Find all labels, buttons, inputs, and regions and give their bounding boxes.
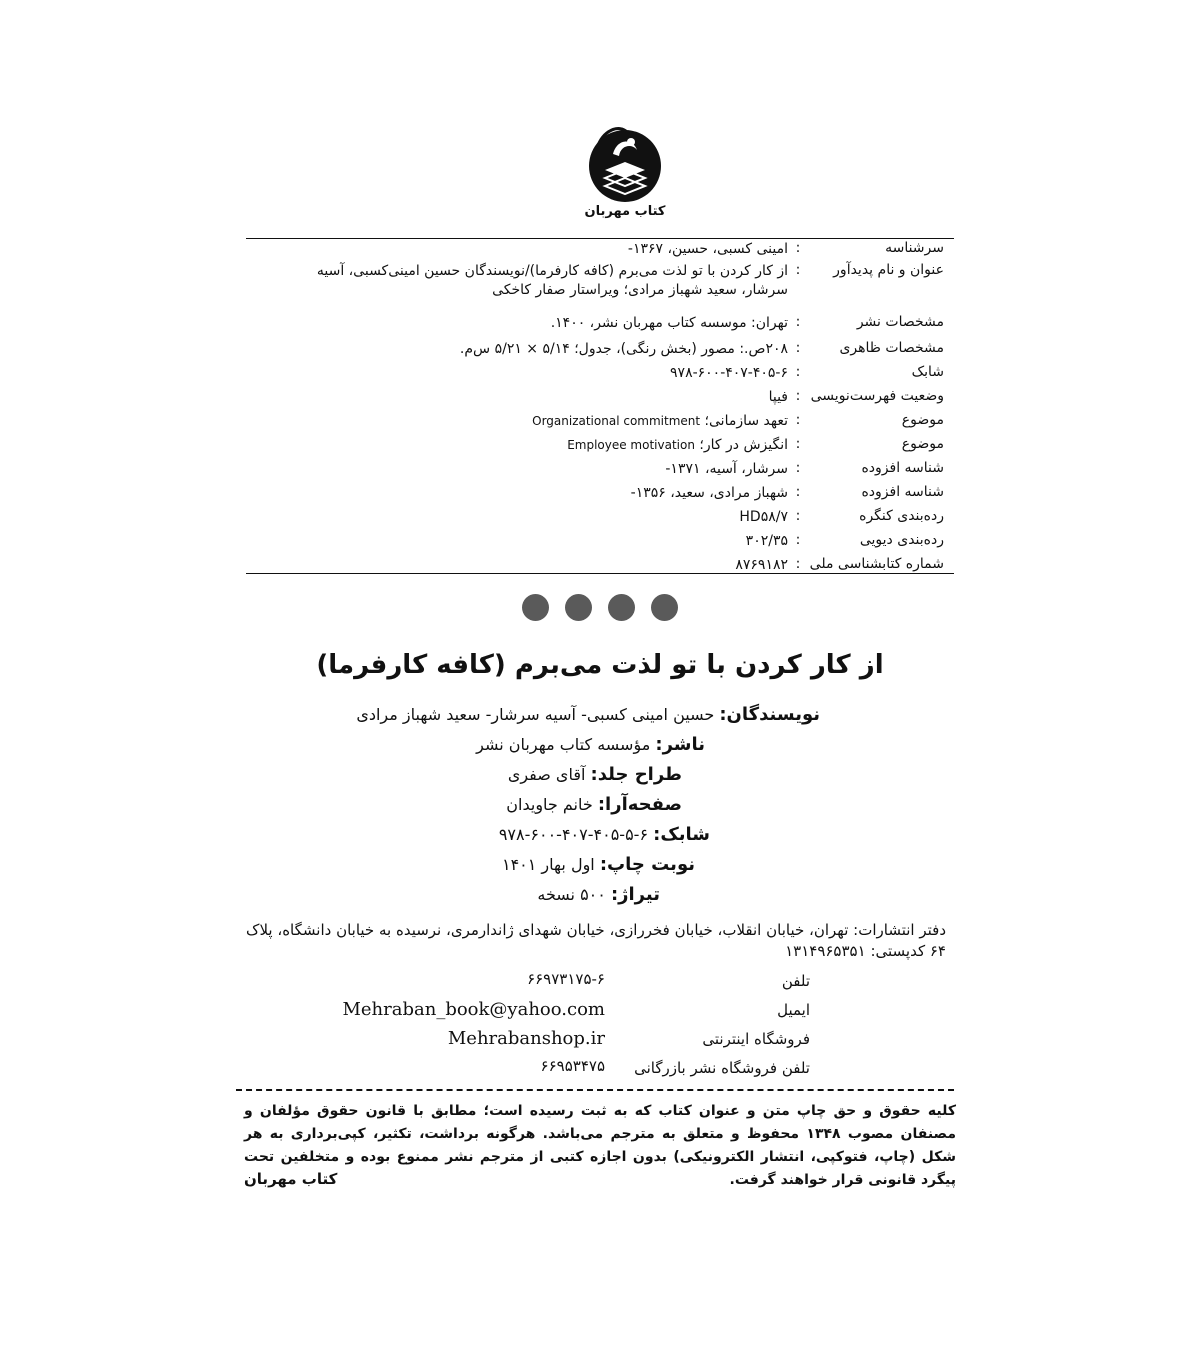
cip-colon: : xyxy=(795,436,801,452)
cip-row xyxy=(246,484,954,508)
cip-label: مشخصات ظاهری xyxy=(839,340,944,356)
cip-colon: : xyxy=(795,532,801,548)
cip-value: HD۵۸/۷ xyxy=(739,509,788,525)
contact-row xyxy=(300,1026,810,1055)
credit-row xyxy=(300,850,900,880)
bottom-rule xyxy=(246,573,954,574)
cip-colon: : xyxy=(795,340,801,356)
cip-colon: : xyxy=(795,460,801,476)
credit-key: صفحه‌آرا: xyxy=(597,794,682,815)
cip-label: وضعیت فهرست‌نویسی xyxy=(810,388,944,404)
dashed-divider xyxy=(236,1089,954,1091)
credit-row xyxy=(300,730,900,760)
cip-colon: : xyxy=(795,484,801,500)
cip-row xyxy=(246,388,954,412)
cip-row xyxy=(246,364,954,388)
contact-row xyxy=(300,1055,810,1084)
credit-row xyxy=(300,880,900,910)
credit-value: ۵۰۰ نسخه xyxy=(537,885,606,904)
publisher-signature: کتاب مهربان xyxy=(244,1170,338,1188)
credit-key: طراح جلد: xyxy=(590,764,682,785)
cip-colon: : xyxy=(795,240,801,256)
website-link[interactable]: Mehrabanshop.ir xyxy=(447,1028,605,1049)
credit-row xyxy=(300,820,900,850)
contact-label: تلفن xyxy=(781,972,810,990)
cip-label: موضوع xyxy=(901,436,944,452)
cip-colon: : xyxy=(795,262,801,278)
credit-value: اول بهار ۱۴۰۱ xyxy=(501,855,595,874)
credit-value: حسین امینی کسبی- آسیه سرشار- سعید شهباز مرادی xyxy=(356,705,715,724)
cip-value: سرشار، آسیه، ۱۳۷۱- xyxy=(665,461,788,477)
credits-block xyxy=(300,700,900,910)
cip-value-fa: انگیزش در کار؛ xyxy=(699,437,788,453)
cip-value xyxy=(246,436,792,455)
cip-value: ۲۰۸ص.: مصور (بخش رنگی)، جدول؛ ۵/۱۴ × ۵/۲۱ س‌م. xyxy=(459,341,788,357)
credit-key: ناشر: xyxy=(655,734,705,755)
cip-value-fa: تعهد سازمانی؛ xyxy=(704,413,788,429)
cip-value: ۹۷۸-۶۰۰-۴۰۷-۴۰۵-۶ xyxy=(670,365,788,381)
cip-value: فیپا xyxy=(768,389,788,405)
dot-icon xyxy=(651,594,678,621)
cip-row xyxy=(246,340,954,364)
cip-colon: : xyxy=(795,412,801,428)
credit-value: ۶-۵-۴۰۵-۴۰۷-۶۰۰-۹۷۸ xyxy=(498,825,649,844)
cip-label: شناسه افزوده xyxy=(861,460,944,476)
copyright-notice: کلیه حقوق و حق چاپ متن و عنوان کتاب که به ثبت رسیده است؛ مطابق با قانون حقوق مؤلفان و مصنفان مصوب ۱۳۴۸ محفوظ و متعلق به مترجم می‌باشد. هرگونه برداشت، تکثیر، کپی‌برداری به هر شکل (چاپ، فتوکپی، انتشار الکترونیکی) بدون اجازه کتبی از مترجم نشر ممنوع بوده و متخلفین تحت پیگرد قانونی قرار خواهند گرفت. xyxy=(244,1103,956,1188)
cip-row xyxy=(246,508,954,532)
contact-value: ۶۶۹۷۳۱۷۵-۶ xyxy=(527,970,605,988)
cip-value xyxy=(246,412,792,431)
dot-icon xyxy=(565,594,592,621)
cip-colon: : xyxy=(795,508,801,524)
office-address: دفتر انتشارات: تهران، خیابان انقلاب، خیابان فخررازی، خیابان شهدای ژاندارمری، نرسیده به خیابان دانشگاه، پلاک ۶۴ کدپستی: ۱۳۱۴۹۶۵۳۵۱ xyxy=(246,921,946,960)
cip-label: موضوع xyxy=(901,412,944,428)
contact-value: ۶۶۹۵۳۴۷۵ xyxy=(540,1057,605,1075)
cip-row xyxy=(246,240,954,262)
cip-value: شهباز مرادی، سعید، ۱۳۵۶- xyxy=(630,485,788,501)
cip-colon: : xyxy=(795,364,801,380)
cip-colon: : xyxy=(795,314,801,330)
cip-value-latin: Organizational commitment xyxy=(532,414,701,428)
email-link[interactable]: Mehraban_book@yahoo.com xyxy=(342,999,605,1020)
cip-label: شماره کتابشناسی ملی xyxy=(809,556,944,572)
credit-key: نویسندگان: xyxy=(719,704,820,725)
dot-icon xyxy=(522,594,549,621)
cip-label: رده‌بندی کنگره xyxy=(859,508,944,524)
cip-value: ۸۷۶۹۱۸۲ xyxy=(735,557,788,573)
cip-value-latin: Employee motivation xyxy=(567,438,695,452)
top-rule xyxy=(246,238,954,239)
cip-value: امینی کسبی، حسین، ۱۳۶۷- xyxy=(627,241,788,257)
cip-label: شناسه افزوده xyxy=(861,484,944,500)
contact-row xyxy=(300,997,810,1026)
cip-row xyxy=(246,262,954,310)
credit-value: مؤسسه کتاب مهربان نشر xyxy=(476,735,651,754)
book-title: از کار کردن با تو لذت می‌برم (کافه کارفرما) xyxy=(316,650,884,680)
credit-value: آقای صفری xyxy=(507,765,586,784)
cip-colon: : xyxy=(795,556,801,572)
contacts-block xyxy=(300,968,810,1084)
cip-label: رده‌بندی دیویی xyxy=(859,532,944,548)
cip-label: مشخصات نشر xyxy=(856,314,944,330)
credit-row xyxy=(300,700,900,730)
credit-key: نوبت چاپ: xyxy=(599,854,695,875)
dot-icon xyxy=(608,594,635,621)
contact-label: فروشگاه اینترنتی xyxy=(702,1030,810,1048)
credit-row xyxy=(300,790,900,820)
cip-table xyxy=(246,240,954,580)
credit-key: تیراژ: xyxy=(610,884,660,905)
cip-row xyxy=(246,460,954,484)
cip-row xyxy=(246,310,954,340)
contact-label: ایمیل xyxy=(777,1001,810,1019)
credit-key: شابک: xyxy=(653,824,710,845)
logo-text: کتاب مهربان xyxy=(584,204,666,219)
cip-row xyxy=(246,532,954,556)
cip-colon: : xyxy=(795,388,801,404)
cip-row xyxy=(246,436,954,460)
cip-value: ۳۰۲/۳۵ xyxy=(745,533,788,549)
cip-row xyxy=(246,412,954,436)
cip-value: از کار کردن با تو لذت می‌برم (کافه کارفرما)/نویسندگان حسین امینی‌کسبی، آسیه سرشار، سعید شهباز مرادی؛ ویراستار صفار کاخکی xyxy=(316,263,788,298)
credit-value: خانم جاویدان xyxy=(506,795,593,814)
contact-label: تلفن فروشگاه نشر بازرگانی xyxy=(634,1059,810,1077)
cip-value: تهران: موسسه کتاب مهربان نشر، ۱۴۰۰. xyxy=(550,315,788,331)
cip-label: عنوان و نام پدیدآور xyxy=(833,262,944,278)
cip-row xyxy=(246,556,954,580)
cip-label: سرشناسه xyxy=(885,240,944,256)
contact-row xyxy=(300,968,810,997)
cip-label: شابک xyxy=(911,364,944,380)
decorative-dots xyxy=(522,594,682,622)
credit-row xyxy=(300,760,900,790)
